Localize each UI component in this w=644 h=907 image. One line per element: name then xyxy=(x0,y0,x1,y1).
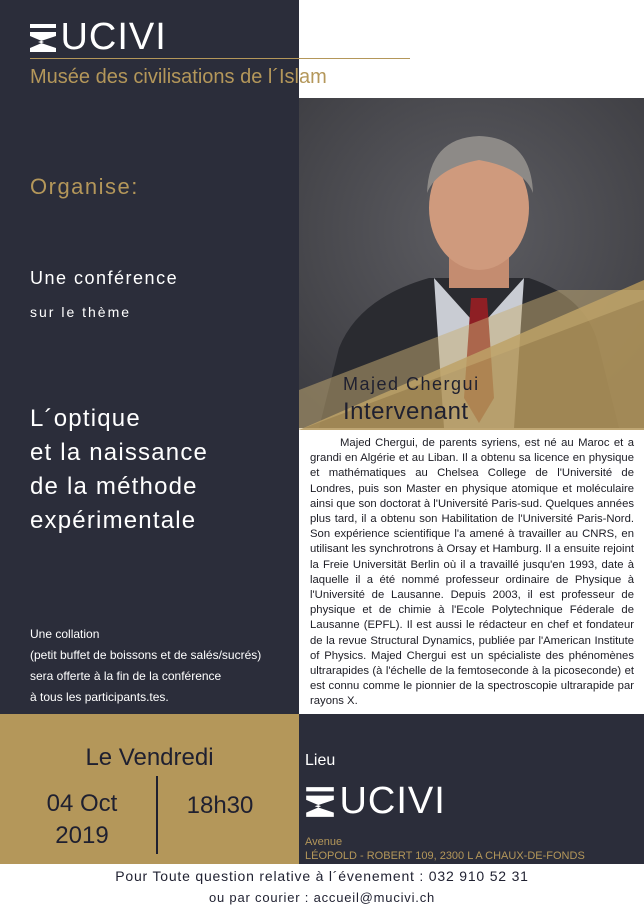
museum-name: Musée des civilisations de l´Islam xyxy=(30,66,327,88)
title-line: de la méthode xyxy=(30,473,198,500)
speaker-role: Intervenant xyxy=(343,398,469,425)
logo-mark-icon xyxy=(30,22,56,54)
collation-line: à tous les participants.tes. xyxy=(30,690,169,704)
conference-subtitle-1: Une conférence xyxy=(30,268,179,288)
left-panel xyxy=(0,0,299,714)
collation-line: sera offerte à la fin de la conférence xyxy=(30,669,222,683)
event-time: 18h30 xyxy=(186,792,254,819)
logo-text: UCIVI xyxy=(60,16,167,58)
venue-logo-mark-icon xyxy=(305,785,335,819)
organise-label: Organise: xyxy=(30,174,139,199)
venue-logo-text: UCIVI xyxy=(339,780,446,822)
event-date-1: 04 Oct xyxy=(46,790,118,817)
venue-label: Lieu xyxy=(305,752,336,769)
venue-logo xyxy=(305,780,446,820)
footer-line-1: Pour Toute question relative à l´évenement : 032 910 52 31 xyxy=(115,868,529,884)
conference-subtitle-2: sur le thème xyxy=(30,304,132,320)
venue-address-2: LÉOPOLD - ROBERT 109, 2300 L A CHAUX-DE-FONDS xyxy=(305,850,585,862)
title-line: et la naissance xyxy=(30,439,209,466)
speaker-bio: Majed Chergui, de parents syriens, est né au Maroc et a grandi en Algérie et au Liban. Il a obtenu sa licence en physique et mathématiques au Chelsea College de l'Université de Londres, puis son Master en physique atomique et moléculaire ainsi que son doctorat à l'Université Paris-sud. Quelques années plus tard, il a obtenu son Habilitation de l'Université Paris-Nord. Son expérience scientifique l'a amené à travailler au CNRS, en utilisant les synchrotrons à Orsay et Hamburg. Il a ensuite rejoint la Freie Universität Berlin où il a travaillé jusqu'en 1993, date à laquelle il a été nommé professeur ordinaire de Physique à l'Université de Lausanne. Depuis 2003, il est professeur de physique et de chimie à l'Ecole Polytechnique Féderale de Lausanne (EPFL). Il est aussi le rédacteur en chef et fondateur de la revue Structural Dynamics, publiée par l'American Institute of Physics. Majed Chergui est un spécialiste des phénomènes ultrarapides (à l'échelle de la femtoseconde à la picoseconde) et est connu comme le pionnier de la spectroscopie ultrarapide par rayons X. xyxy=(310,437,634,708)
event-day: Le Vendredi xyxy=(85,744,214,771)
conference-title xyxy=(30,402,208,538)
title-line: expérimentale xyxy=(30,507,197,534)
venue-address-1: Avenue xyxy=(305,836,343,848)
speaker-name: Majed Chergui xyxy=(343,374,480,394)
collation-line: (petit buffet de boissons et de salés/sucrés) xyxy=(30,648,262,662)
header-logo xyxy=(30,16,167,56)
collation-line: Une collation xyxy=(30,627,100,641)
date-divider xyxy=(156,776,158,854)
event-date-2: 2019 xyxy=(55,822,109,849)
header-rule xyxy=(30,58,410,59)
footer-line-2: ou par courier : accueil@mucivi.ch xyxy=(208,890,436,905)
title-line: L´optique xyxy=(30,405,141,432)
collation-text xyxy=(30,624,261,708)
